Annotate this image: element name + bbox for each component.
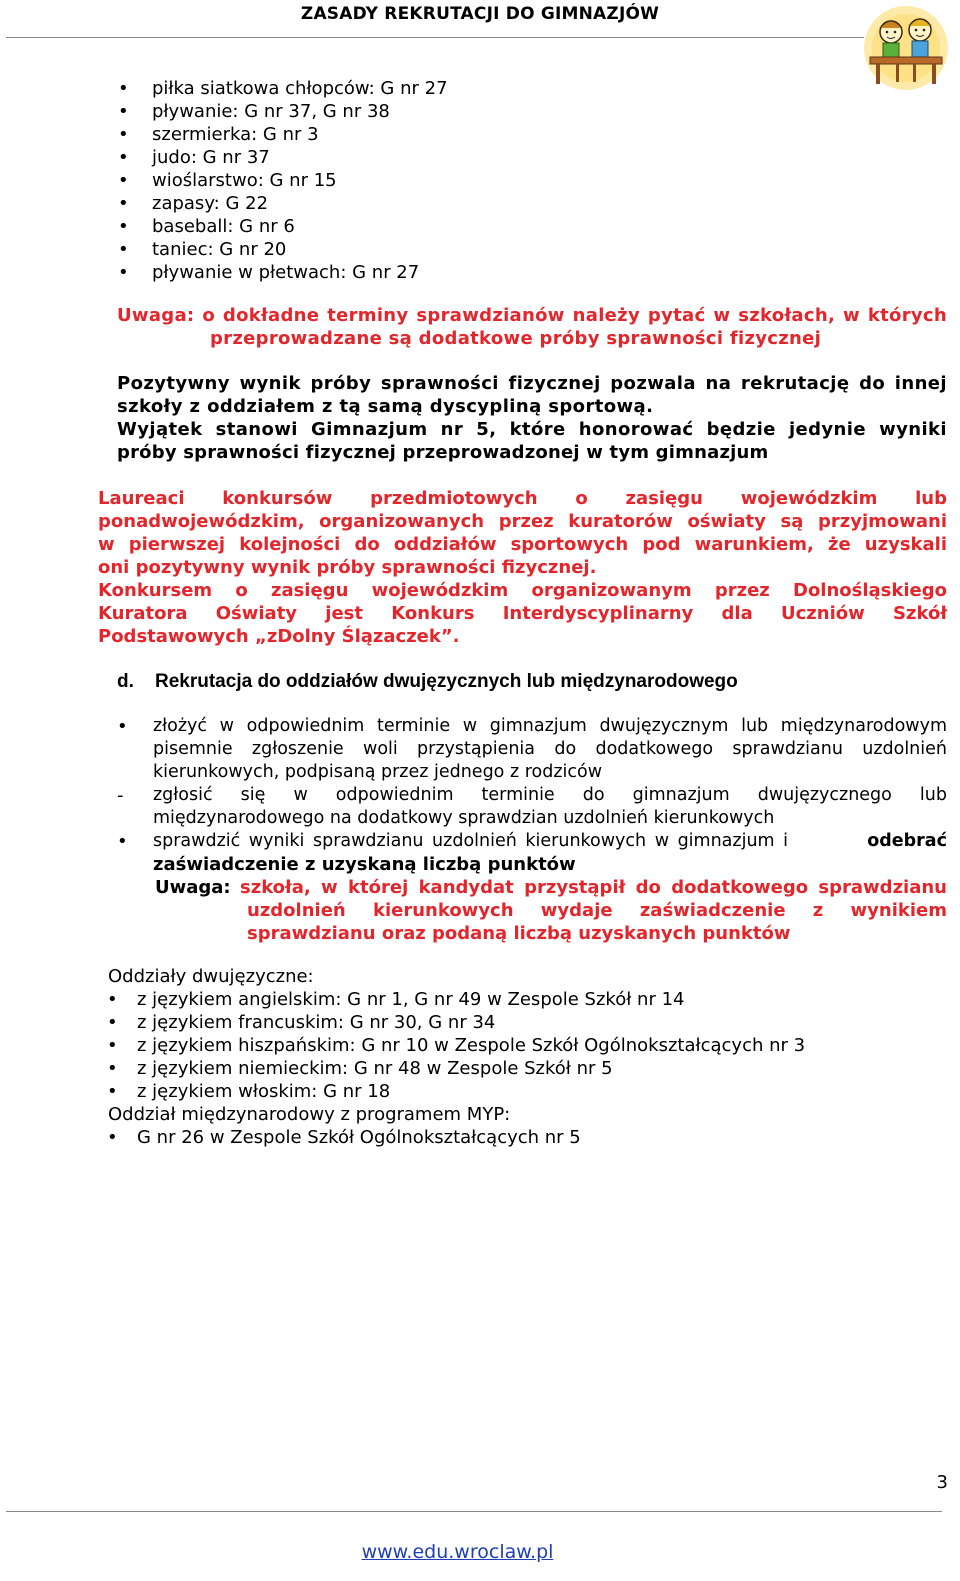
list-item: • pływanie: G nr 37, G nr 38 <box>118 101 390 122</box>
dash-marker: - <box>117 785 124 806</box>
note-line: uzdolnień kierunkowych wydaje zaświadczenie z wynikiem <box>247 900 947 921</box>
children-at-desk-logo <box>858 4 954 92</box>
bullet-icon: • <box>107 1058 118 1079</box>
footer-link[interactable]: www.edu.wroclaw.pl <box>361 1541 554 1563</box>
laureates-line: oni pozytywny wynik próby sprawności fizycznej. <box>98 557 597 578</box>
note-line: Uwaga: o dokładne terminy sprawdzianów należy pytać w szkołach, w których <box>117 305 947 326</box>
bullet-icon: • <box>107 1127 118 1148</box>
bullet-icon: • <box>117 716 128 737</box>
laureates-line: Laureaci konkursów przedmiotowych o zasięgu wojewódzkim lub <box>98 488 947 509</box>
sports-list <box>118 77 448 284</box>
list-item: • z językiem francuskim: G nr 30, G nr 34 <box>107 1012 496 1033</box>
step-line: międzynarodowego na dodatkowy sprawdzian uzdolnień kierunkowych <box>153 808 775 828</box>
header-rule <box>6 37 864 38</box>
paragraph-line: szkoły z oddziałem z tą samą dyscypliną sportową. <box>117 396 654 417</box>
paragraph-line: Pozytywny wynik próby sprawności fizycznej pozwala na rekrutację do innej <box>117 373 947 394</box>
paragraph-line: Wyjątek stanowi Gimnazjum nr 5, które honorować będzie jedynie wyniki <box>117 419 947 440</box>
note-line: przeprowadzane są dodatkowe próby sprawności fizycznej <box>210 328 822 349</box>
note-line: sprawdzianu oraz podaną liczbą uzyskanych punktów <box>247 923 791 944</box>
list-item: • G nr 26 w Zespole Szkół Ogólnokształcących nr 5 <box>107 1127 581 1148</box>
bullet-icon: • <box>118 78 129 99</box>
section-marker: d. <box>117 671 134 692</box>
bullet-icon: • <box>118 262 129 283</box>
step-line: kierunkowych, podpisaną przez jednego z rodziców <box>153 762 603 782</box>
international-heading: Oddział międzynarodowy z programem MYP: <box>108 1104 511 1125</box>
list-item: • z językiem włoskim: G nr 18 <box>107 1081 391 1102</box>
section-heading: Rekrutacja do oddziałów dwujęzycznych lub międzynarodowego <box>155 671 738 692</box>
page-number: 3 <box>936 1472 948 1493</box>
list-item: • z językiem angielskim: G nr 1, G nr 49 w Zespole Szkół nr 14 <box>107 989 685 1010</box>
bullet-icon: • <box>118 170 129 191</box>
bilingual-heading: Oddziały dwujęzyczne: <box>108 966 314 987</box>
list-item: • judo: G nr 37 <box>118 147 270 168</box>
list-item: • wioślarstwo: G nr 15 <box>118 170 337 191</box>
list-item: • z językiem niemieckim: G nr 48 w Zespole Szkół nr 5 <box>107 1058 613 1079</box>
list-item: • piłka siatkowa chłopców: G nr 27 <box>118 78 448 99</box>
step-text: sprawdzić wyniki sprawdzianu uzdolnień kierunkowych w gimnazjum i <box>153 831 789 851</box>
laureates-line: w pierwszej kolejności do oddziałów sportowych pod warunkiem, że uzyskali <box>98 534 947 555</box>
bullet-icon: • <box>117 831 128 852</box>
laureates-line: ponadwojewódzkim, organizowanych przez kuratorów oświaty są przyjmowani <box>98 511 947 532</box>
bullet-icon: • <box>118 239 129 260</box>
step-line: zaświadczenie z uzyskaną liczbą punktów <box>153 854 576 875</box>
bullet-icon: • <box>107 1012 118 1033</box>
step-line: pisemnie zgłoszenie woli przystąpienia do dodatkowego sprawdzianu uzdolnień <box>153 739 947 759</box>
bullet-icon: • <box>118 124 129 145</box>
footer-rule <box>6 1511 942 1512</box>
list-item: • baseball: G nr 6 <box>118 216 295 237</box>
list-item: • taniec: G nr 20 <box>118 239 287 260</box>
bullet-icon: • <box>107 989 118 1010</box>
list-item: • zapasy: G 22 <box>118 193 269 214</box>
step-line: zgłosić się w odpowiednim terminie do gimnazjum dwujęzycznego lub <box>153 785 947 805</box>
step-line <box>153 830 947 853</box>
list-item: • z językiem hiszpańskim: G nr 10 w Zespole Szkół Ogólnokształcących nr 3 <box>107 1035 806 1056</box>
step-emphasis: odebrać <box>867 831 947 851</box>
list-item: • pływanie w płetwach: G nr 27 <box>118 262 420 283</box>
step-line: złożyć w odpowiednim terminie w gimnazjum dwujęzycznym lub międzynarodowym <box>153 716 947 736</box>
laureates-line: Podstawowych „zDolny Ślązaczek”. <box>98 626 460 647</box>
page-header <box>0 0 960 40</box>
bullet-icon: • <box>107 1081 118 1102</box>
list-item: • szermierka: G nr 3 <box>118 124 319 145</box>
note-line: szkoła, w której kandydat przystąpił do dodatkowego sprawdzianu <box>240 877 947 898</box>
international-list <box>107 1126 581 1149</box>
laureates-line: Kuratora Oświaty jest Konkurs Interdyscyplinarny dla Uczniów Szkół <box>98 603 947 624</box>
bullet-icon: • <box>107 1035 118 1056</box>
paragraph-line: próby sprawności fizycznej przeprowadzonej w tym gimnazjum <box>117 442 769 463</box>
laureates-line: Konkursem o zasięgu wojewódzkim organizowanym przez Dolnośląskiego <box>98 580 947 601</box>
bilingual-list <box>107 988 806 1103</box>
bullet-icon: • <box>118 193 129 214</box>
note-label: Uwaga: <box>155 877 231 898</box>
bullet-icon: • <box>118 216 129 237</box>
header-title: ZASADY REKRUTACJI DO GIMNAZJÓW <box>300 4 660 24</box>
bullet-icon: • <box>118 101 129 122</box>
bullet-icon: • <box>118 147 129 168</box>
